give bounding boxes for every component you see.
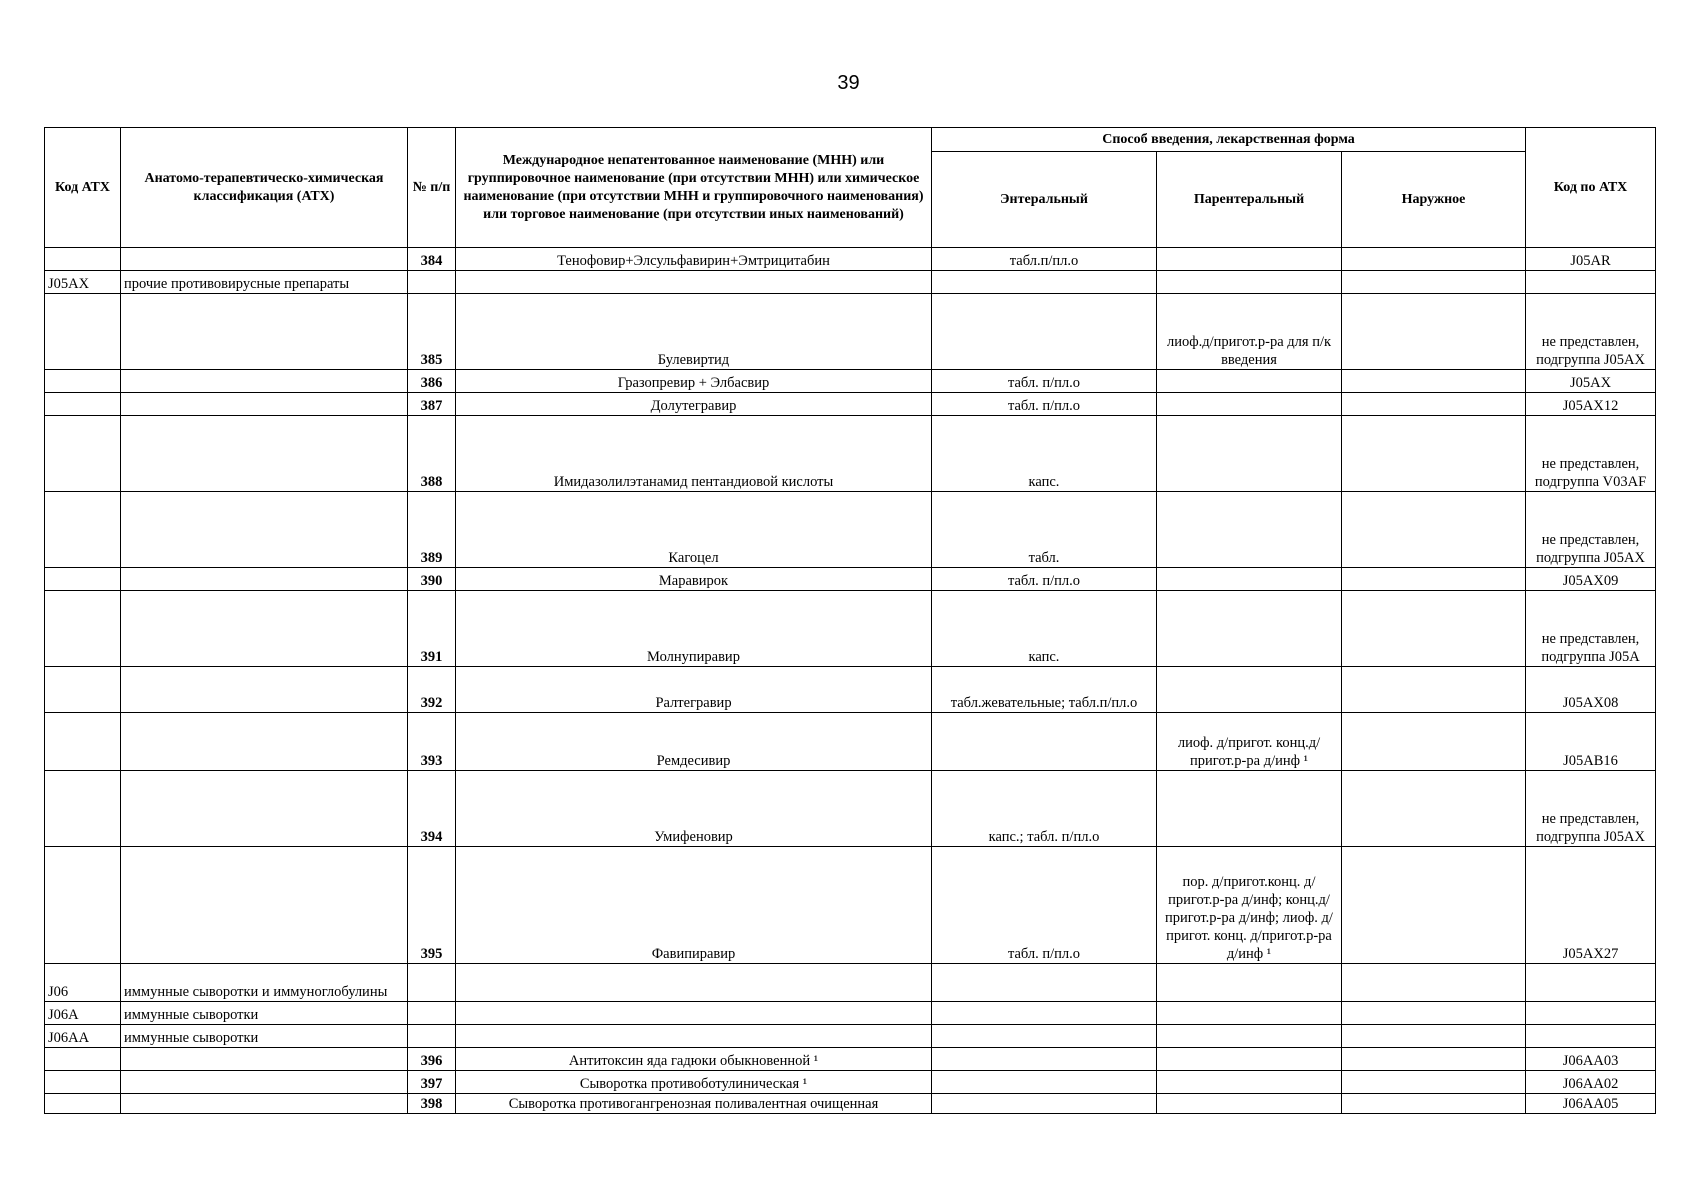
cell-par	[1157, 771, 1342, 847]
cell-name: Сыворотка противогангренозная поливалентная очищенная	[456, 1094, 932, 1114]
cell-code	[45, 667, 121, 713]
cell-ent: табл.жевательные; табл.п/пл.о	[932, 667, 1157, 713]
cell-code	[45, 771, 121, 847]
cell-cls	[121, 416, 408, 492]
cell-cls	[121, 1071, 408, 1094]
cell-par	[1157, 591, 1342, 667]
cell-atc: J05AX12	[1526, 393, 1656, 416]
header-route: Способ введения, лекарственная форма	[932, 128, 1526, 152]
cell-name: Сыворотка противоботулиническая ¹	[456, 1071, 932, 1094]
cell-num	[408, 1002, 456, 1025]
cell-ent: табл.	[932, 492, 1157, 568]
cell-ent: табл.п/пл.о	[932, 248, 1157, 271]
cell-ent: табл. п/пл.о	[932, 568, 1157, 591]
table-row	[45, 667, 1656, 713]
cell-name: Умифеновир	[456, 771, 932, 847]
header-parenteral: Парентеральный	[1157, 152, 1342, 248]
table-row	[45, 568, 1656, 591]
cell-par: пор. д/пригот.конц. д/пригот.р-ра д/инф; конц.д/пригот.р-ра д/инф; лиоф. д/пригот. конц. д/пригот.р-ра д/инф ¹	[1157, 847, 1342, 964]
cell-num	[408, 964, 456, 1002]
cell-nar	[1342, 568, 1526, 591]
cell-nar	[1342, 1002, 1526, 1025]
cell-num: 393	[408, 713, 456, 771]
cell-ent	[932, 1048, 1157, 1071]
cell-nar	[1342, 591, 1526, 667]
cell-ent	[932, 294, 1157, 370]
table-row	[45, 248, 1656, 271]
cell-cls	[121, 370, 408, 393]
cell-cls	[121, 492, 408, 568]
cell-atc: не представлен, подгруппа J05AX	[1526, 294, 1656, 370]
cell-atc: J06AA03	[1526, 1048, 1656, 1071]
table-row	[45, 1071, 1656, 1094]
cell-code	[45, 713, 121, 771]
cell-nar	[1342, 492, 1526, 568]
cell-atc: J05AR	[1526, 248, 1656, 271]
cell-nar	[1342, 847, 1526, 964]
cell-num: 386	[408, 370, 456, 393]
cell-par	[1157, 492, 1342, 568]
table-row	[45, 964, 1656, 1002]
cell-code	[45, 568, 121, 591]
cell-par	[1157, 667, 1342, 713]
cell-code: J05AX	[45, 271, 121, 294]
cell-atc: не представлен, подгруппа V03AF	[1526, 416, 1656, 492]
cell-num: 385	[408, 294, 456, 370]
table-row	[45, 271, 1656, 294]
cell-num: 398	[408, 1094, 456, 1114]
cell-nar	[1342, 1048, 1526, 1071]
cell-cls	[121, 713, 408, 771]
cell-num: 397	[408, 1071, 456, 1094]
cell-par	[1157, 1048, 1342, 1071]
cell-nar	[1342, 248, 1526, 271]
cell-num	[408, 1025, 456, 1048]
header-external: Наружное	[1342, 152, 1526, 248]
cell-atc: J05AB16	[1526, 713, 1656, 771]
header-enteral: Энтеральный	[932, 152, 1157, 248]
cell-atc: не представлен, подгруппа J05AX	[1526, 492, 1656, 568]
cell-cls	[121, 248, 408, 271]
cell-atc	[1526, 1002, 1656, 1025]
drug-table	[44, 127, 1656, 1114]
cell-cls	[121, 847, 408, 964]
cell-cls	[121, 294, 408, 370]
table-row	[45, 847, 1656, 964]
cell-ent: капс.; табл. п/пл.о	[932, 771, 1157, 847]
cell-name: Долутегравир	[456, 393, 932, 416]
page-number: 39	[837, 72, 860, 94]
cell-code	[45, 492, 121, 568]
cell-code	[45, 370, 121, 393]
cell-name	[456, 271, 932, 294]
cell-cls	[121, 771, 408, 847]
cell-num: 394	[408, 771, 456, 847]
cell-cls: иммунные сыворотки	[121, 1025, 408, 1048]
cell-num: 388	[408, 416, 456, 492]
cell-cls: иммунные сыворотки и иммуноглобулины	[121, 964, 408, 1002]
table-row	[45, 1048, 1656, 1071]
cell-ent	[932, 271, 1157, 294]
cell-par	[1157, 964, 1342, 1002]
cell-atc: J06AA05	[1526, 1094, 1656, 1114]
cell-name: Молнупиравир	[456, 591, 932, 667]
cell-ent	[932, 1071, 1157, 1094]
cell-name: Имидазолилэтанамид пентандиовой кислоты	[456, 416, 932, 492]
cell-ent: табл. п/пл.о	[932, 370, 1157, 393]
cell-cls	[121, 1048, 408, 1071]
cell-num: 396	[408, 1048, 456, 1071]
cell-name: Булевиртид	[456, 294, 932, 370]
cell-atc	[1526, 1025, 1656, 1048]
cell-num: 392	[408, 667, 456, 713]
table-row	[45, 591, 1656, 667]
cell-name: Кагоцел	[456, 492, 932, 568]
cell-num	[408, 271, 456, 294]
cell-ent: капс.	[932, 591, 1157, 667]
cell-atc: J06AA02	[1526, 1071, 1656, 1094]
cell-par: лиоф. д/пригот. конц.д/пригот.р-ра д/инф ¹	[1157, 713, 1342, 771]
cell-cls	[121, 1094, 408, 1114]
cell-code	[45, 847, 121, 964]
cell-name: Тенофовир+Элсульфавирин+Эмтрицитабин	[456, 248, 932, 271]
cell-name	[456, 1002, 932, 1025]
cell-name: Фавипиравир	[456, 847, 932, 964]
cell-name	[456, 1025, 932, 1048]
cell-num: 395	[408, 847, 456, 964]
cell-num: 389	[408, 492, 456, 568]
cell-ent: капс.	[932, 416, 1157, 492]
header-number: № п/п	[408, 128, 456, 248]
cell-nar	[1342, 667, 1526, 713]
cell-ent: табл. п/пл.о	[932, 393, 1157, 416]
table-row	[45, 1025, 1656, 1048]
cell-name: Ралтегравир	[456, 667, 932, 713]
cell-par	[1157, 370, 1342, 393]
cell-ent	[932, 1002, 1157, 1025]
cell-atc: J05AX27	[1526, 847, 1656, 964]
cell-atc: не представлен, подгруппа J05A	[1526, 591, 1656, 667]
cell-nar	[1342, 1025, 1526, 1048]
cell-par	[1157, 568, 1342, 591]
cell-atc: J05AX	[1526, 370, 1656, 393]
header-code-atx: Код АТХ	[45, 128, 121, 248]
cell-nar	[1342, 271, 1526, 294]
table-row	[45, 713, 1656, 771]
cell-par	[1157, 271, 1342, 294]
cell-name: Маравирок	[456, 568, 932, 591]
table-row	[45, 492, 1656, 568]
cell-code	[45, 1071, 121, 1094]
cell-cls: иммунные сыворотки	[121, 1002, 408, 1025]
cell-par	[1157, 1025, 1342, 1048]
cell-code	[45, 416, 121, 492]
cell-par: лиоф.д/пригот.р-ра для п/к введения	[1157, 294, 1342, 370]
cell-nar	[1342, 370, 1526, 393]
cell-nar	[1342, 393, 1526, 416]
table-row	[45, 294, 1656, 370]
cell-code	[45, 248, 121, 271]
cell-code: J06A	[45, 1002, 121, 1025]
cell-name: Антитоксин яда гадюки обыкновенной ¹	[456, 1048, 932, 1071]
cell-cls	[121, 568, 408, 591]
cell-nar	[1342, 294, 1526, 370]
table-row	[45, 393, 1656, 416]
cell-name: Гразопревир + Элбасвир	[456, 370, 932, 393]
header-mnn: Международное непатентованное наименование (МНН) или группировочное наименование (при отсутствии МНН) или химическое наименование (при отсутствии МНН и группировочного наименования) или торговое наименование (при отсутствии иных наименований)	[456, 128, 932, 248]
cell-nar	[1342, 713, 1526, 771]
header-classification: Анатомо-терапевтическо-химическая классификация (АТХ)	[121, 128, 408, 248]
cell-atc	[1526, 964, 1656, 1002]
cell-par	[1157, 393, 1342, 416]
cell-code	[45, 1094, 121, 1114]
cell-nar	[1342, 964, 1526, 1002]
cell-cls	[121, 667, 408, 713]
cell-code: J06	[45, 964, 121, 1002]
cell-cls	[121, 591, 408, 667]
cell-code: J06AA	[45, 1025, 121, 1048]
cell-ent	[932, 713, 1157, 771]
cell-num: 384	[408, 248, 456, 271]
table-row	[45, 1002, 1656, 1025]
cell-atc: J05AX09	[1526, 568, 1656, 591]
cell-code	[45, 393, 121, 416]
cell-nar	[1342, 1094, 1526, 1114]
cell-num: 387	[408, 393, 456, 416]
cell-nar	[1342, 771, 1526, 847]
header-atc-code: Код по АТХ	[1526, 128, 1656, 248]
cell-ent	[932, 964, 1157, 1002]
cell-par	[1157, 248, 1342, 271]
table-row	[45, 771, 1656, 847]
cell-cls	[121, 393, 408, 416]
cell-atc: J05AX08	[1526, 667, 1656, 713]
cell-cls: прочие противовирусные препараты	[121, 271, 408, 294]
table-row	[45, 1094, 1656, 1114]
cell-par	[1157, 1002, 1342, 1025]
cell-par	[1157, 1071, 1342, 1094]
cell-atc: не представлен, подгруппа J05AX	[1526, 771, 1656, 847]
cell-par	[1157, 1094, 1342, 1114]
table-row	[45, 370, 1656, 393]
cell-code	[45, 591, 121, 667]
cell-ent: табл. п/пл.о	[932, 847, 1157, 964]
cell-atc	[1526, 271, 1656, 294]
table-row	[45, 416, 1656, 492]
cell-num: 391	[408, 591, 456, 667]
cell-nar	[1342, 1071, 1526, 1094]
cell-par	[1157, 416, 1342, 492]
cell-ent	[932, 1025, 1157, 1048]
cell-num: 390	[408, 568, 456, 591]
cell-ent	[932, 1094, 1157, 1114]
cell-name	[456, 964, 932, 1002]
cell-code	[45, 1048, 121, 1071]
cell-code	[45, 294, 121, 370]
cell-name: Ремдесивир	[456, 713, 932, 771]
cell-nar	[1342, 416, 1526, 492]
